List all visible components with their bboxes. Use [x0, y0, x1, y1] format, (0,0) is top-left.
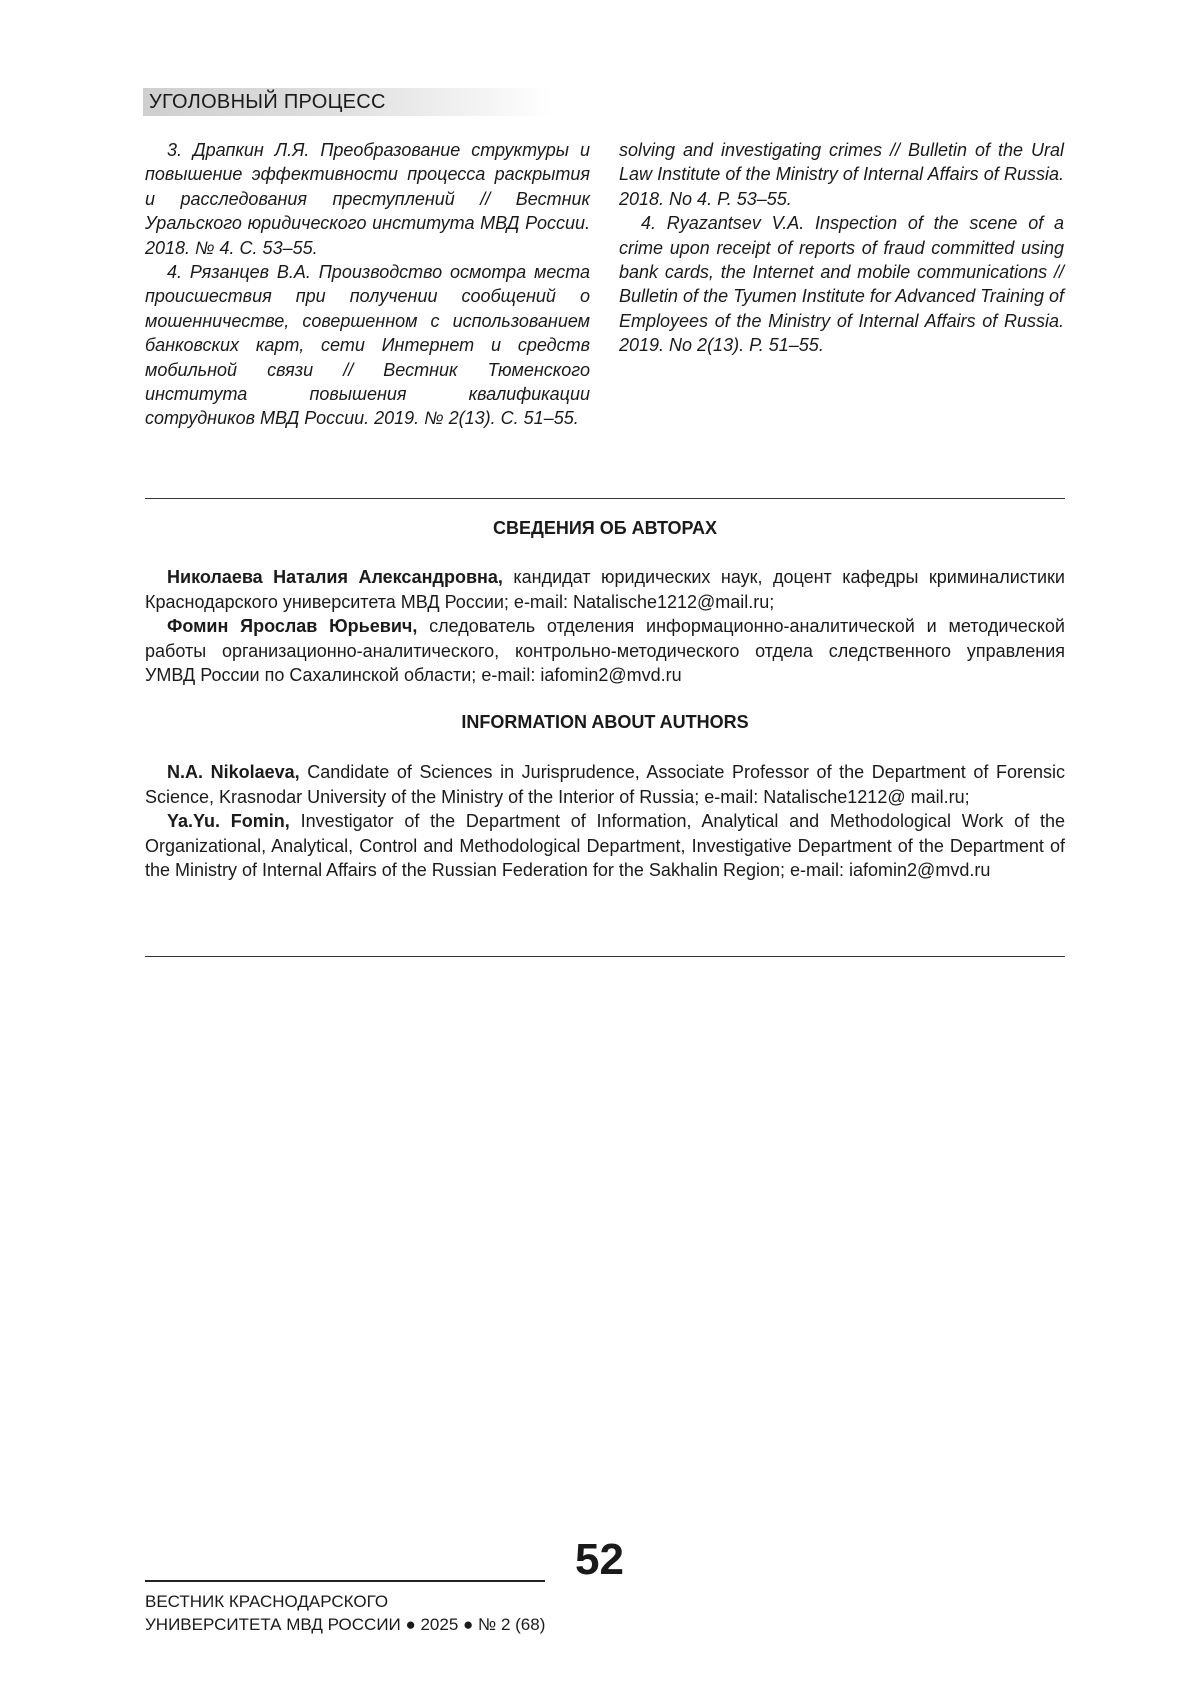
references-ru-column	[145, 138, 590, 431]
author-ru-2-text: следователь отделения информационно-аналитической и методической работы организационно-аналитического, контрольно-методического отдела следственного управления УМВД России по Сахалинской области; e-mail: iafomin2@mvd.ru	[145, 616, 1065, 685]
reference-ru-3: 3. Драпкин Л.Я. Преобразование структуры и повышение эффективности процесса раскрытия и расследования преступлений // Вестник Уральского юридического института МВД России. 2018. № 4. С. 53–55.	[145, 140, 590, 258]
divider-bottom	[145, 956, 1065, 957]
reference-ru-4: 4. Рязанцев В.А. Производство осмотра места происшествия при получении сообщений о мошенничестве, совершенном с использованием банковских карт, сети Интернет и средств мобильной связи // Вестник Тюменского института повышения квалификации сотрудников МВД России. 2019. № 2(13). С. 51–55.	[145, 262, 590, 429]
author-en-2	[145, 809, 1065, 883]
section-title: УГОЛОВНЫЙ ПРОЦЕСС	[149, 91, 386, 113]
footer-divider	[145, 1580, 545, 1582]
author-ru-2	[145, 614, 1065, 688]
section-header	[143, 88, 553, 116]
journal-name-line2: УНИВЕРСИТЕТА МВД РОССИИ ● 2025 ● № 2 (68)	[145, 1615, 546, 1634]
author-ru-1-text: кандидат юридических наук, доцент кафедры криминалистики Краснодарского университета МВД России; e-mail: Natalische1212@mail.ru;	[145, 567, 1065, 612]
reference-en-3-continued: solving and investigating crimes // Bulletin of the Ural Law Institute of the Ministry of Internal Affairs of Russia. 2018. No 4. P. 53–55.	[619, 140, 1064, 209]
authors-en-block	[145, 760, 1065, 883]
author-en-2-name: Ya.Yu. Fomin,	[167, 811, 290, 831]
journal-footer	[145, 1590, 545, 1636]
references-en-column	[619, 138, 1064, 358]
author-en-2-text: Investigator of the Department of Information, Analytical and Methodological Work of the Organizational, Analytical, Control and Methodological Department, Investigative Department of the Department of the Ministry of Internal Affairs of the Russian Federation for the Sakhalin Region; e-mail: iafomin2@mvd.ru	[145, 811, 1065, 880]
author-en-1-text: Candidate of Sciences in Jurisprudence, Associate Professor of the Department of Forensic Science, Krasnodar University of the Ministry of the Interior of Russia; e-mail: Natalische1212@ mail.ru;	[145, 762, 1065, 807]
authors-ru-block	[145, 565, 1065, 688]
author-ru-1	[145, 565, 1065, 614]
journal-name-line1: ВЕСТНИК КРАСНОДАРСКОГО	[145, 1592, 389, 1611]
page-number: 52	[575, 1535, 624, 1584]
author-en-1-name: N.A. Nikolaeva,	[167, 762, 300, 782]
author-en-1	[145, 760, 1065, 809]
divider-top	[145, 498, 1065, 499]
reference-en-4: 4. Ryazantsev V.A. Inspection of the scene of a crime upon receipt of reports of fraud committed using bank cards, the Internet and mobile communications // Bulletin of the Tyumen Institute for Advanced Training of Employees of the Ministry of Internal Affairs of Russia. 2019. No 2(13). P. 51–55.	[619, 213, 1064, 356]
authors-ru-title: СВЕДЕНИЯ ОБ АВТОРАХ	[493, 518, 717, 538]
author-ru-1-name: Николаева Наталия Александровна,	[167, 567, 503, 587]
authors-en-title: INFORMATION ABOUT AUTHORS	[461, 712, 749, 732]
author-ru-2-name: Фомин Ярослав Юрьевич,	[167, 616, 418, 636]
